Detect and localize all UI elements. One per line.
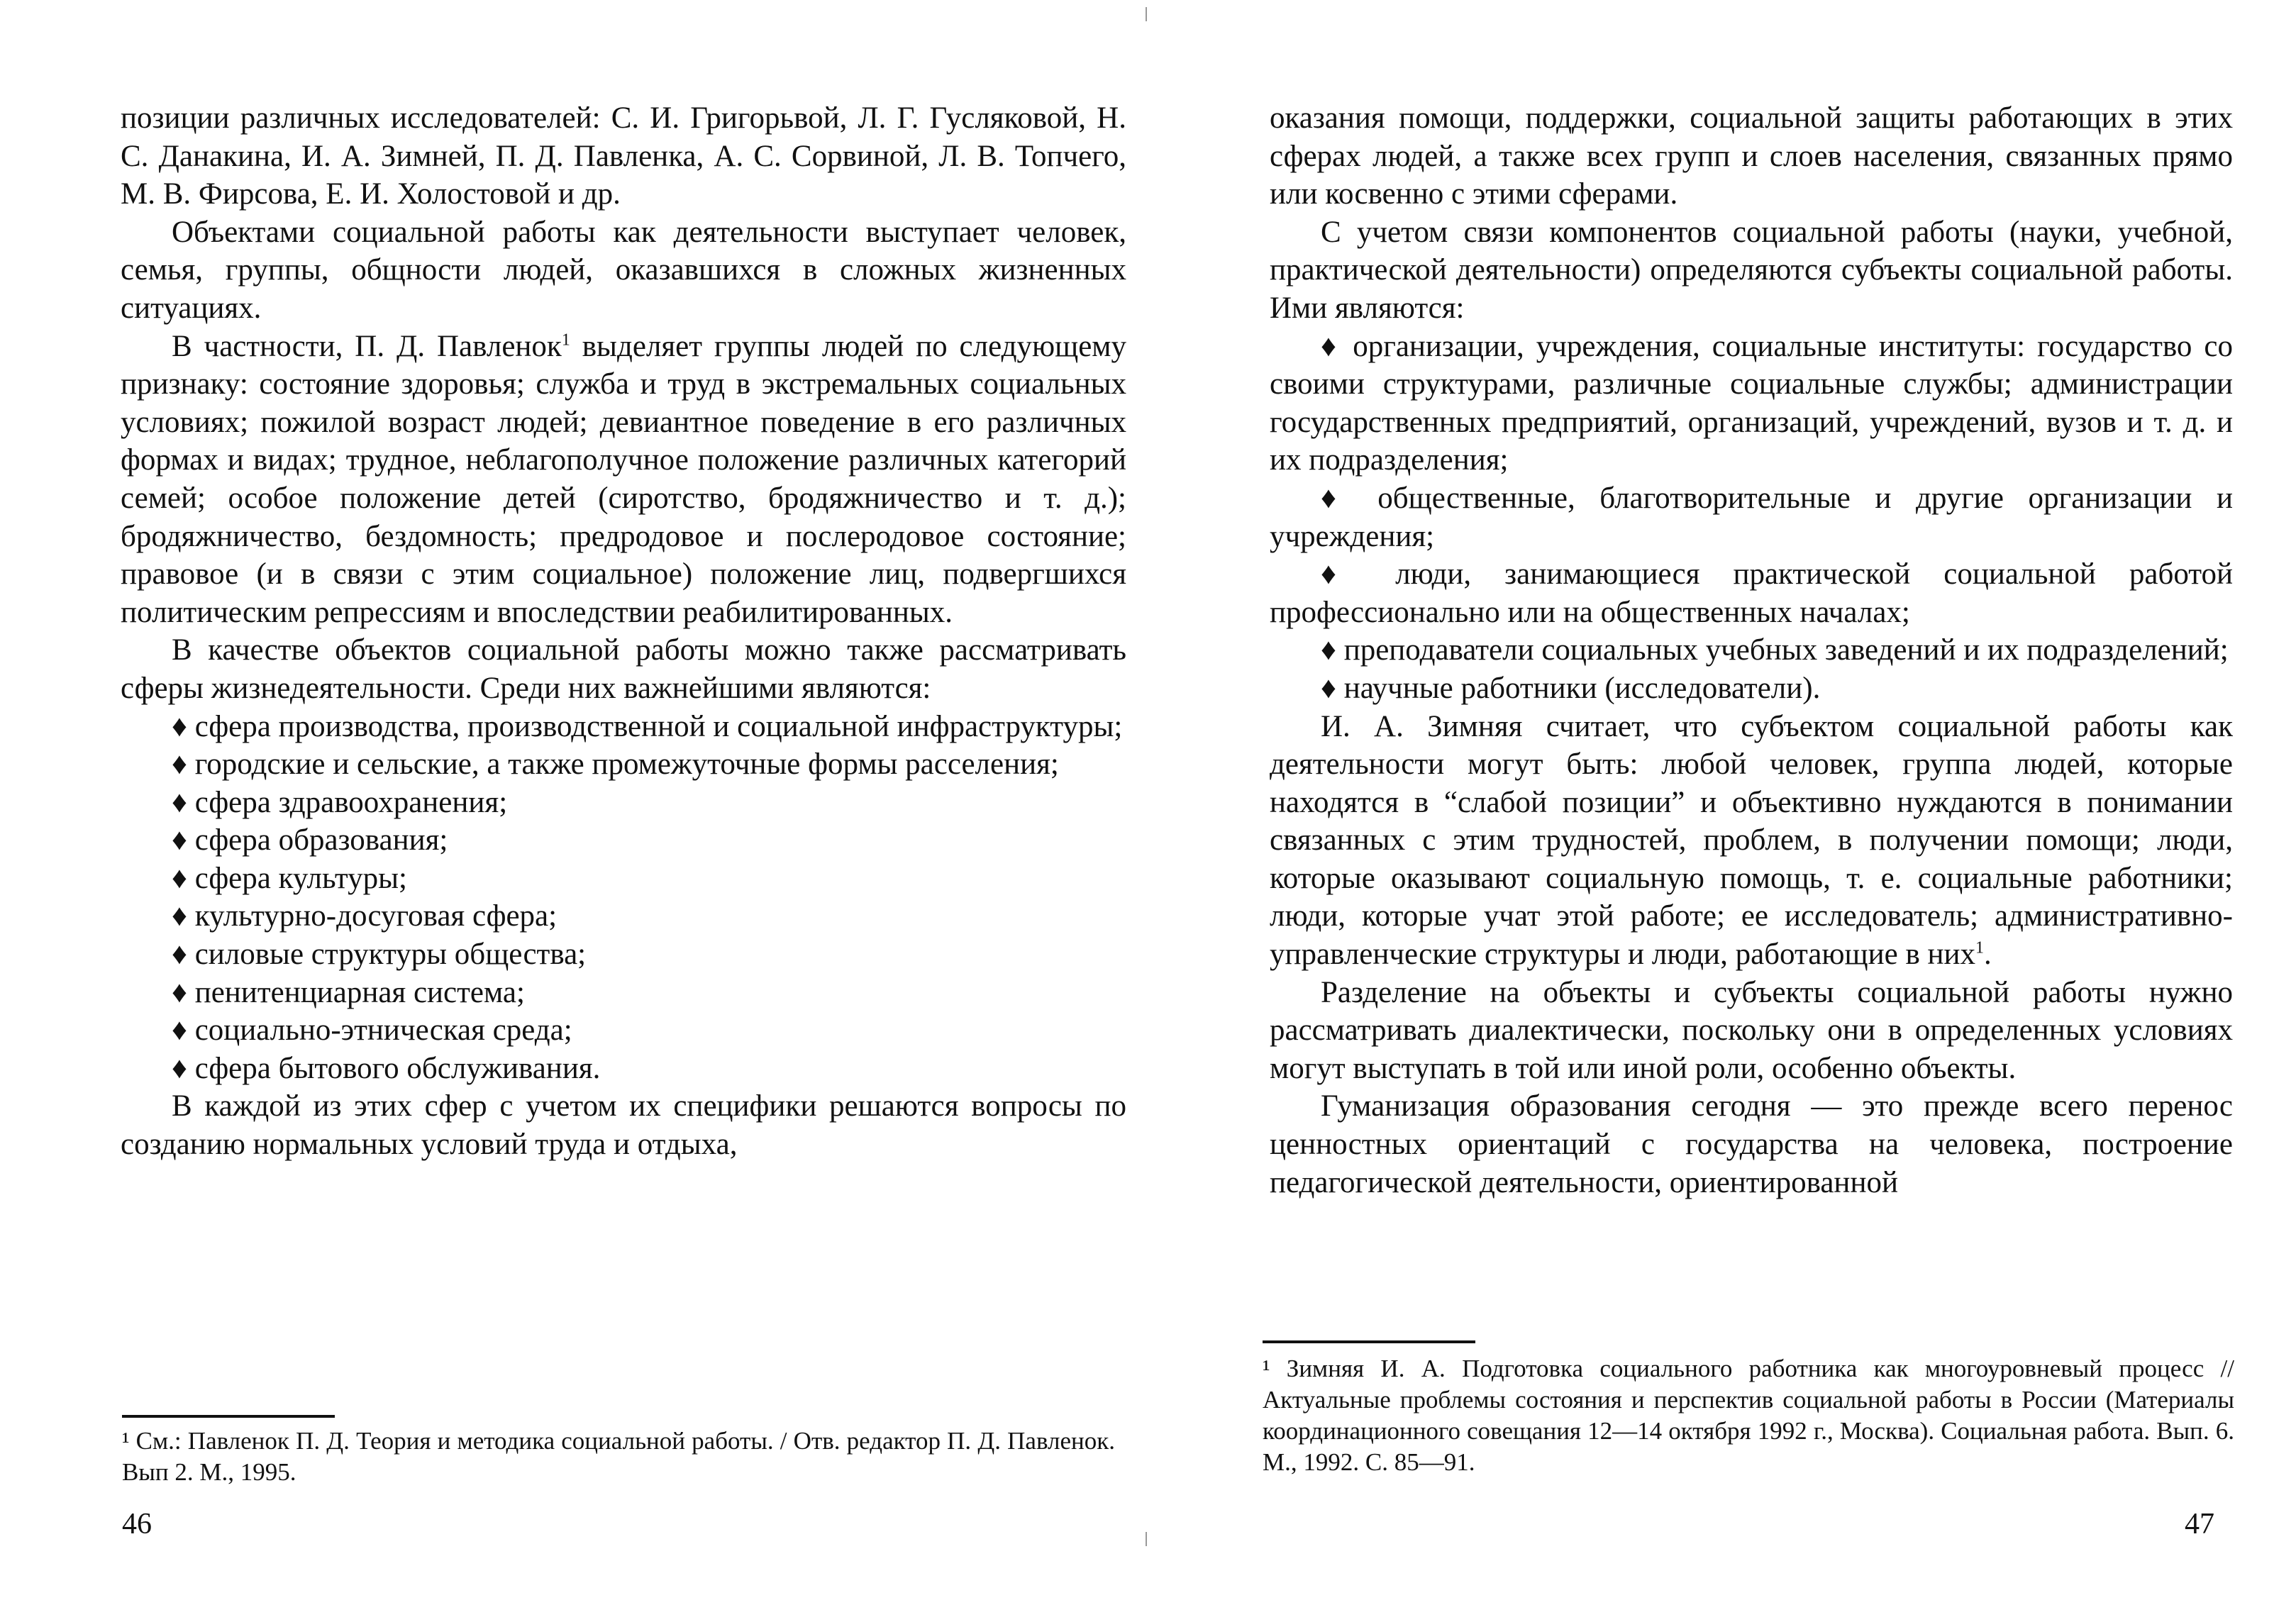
- bullet-item: ♦ сфера производства, производственной и социальной инфраструктуры;: [121, 708, 1126, 746]
- bullet-item: ♦ сфера здравоохранения;: [121, 784, 1126, 822]
- bullet-item: ♦ преподаватели социальных учебных заведений и их подразделений;: [1270, 631, 2233, 670]
- page-number: 47: [2185, 1508, 2214, 1540]
- gutter-mark: [1146, 1532, 1147, 1546]
- paragraph: Объектами социальной работы как деятельности выступает человек, семья, группы, общности людей, оказавшихся в сложных жизненных ситуациях.: [121, 215, 1126, 325]
- paragraph-text: И. А. Зимняя считает, что субъектом социальной работы как деятельности могут быть: любой человек, группа людей, которые находятся в “слабой позиции” и объективно нуждаются в понимании связанных с этим трудностей, проблем, в получении помощи; люди, которые оказывают социальную помощь, т. е. социальные работники; люди, которые учат этой работе; ее исследователь; административно-управленческие структуры и люди, работающие в них: [1270, 709, 2233, 972]
- bullet-item: ♦ городские и сельские, а также промежуточные формы расселения;: [121, 745, 1126, 784]
- paragraph-text: .: [1984, 938, 1992, 972]
- bullet-item: ♦ сфера культуры;: [121, 860, 1126, 898]
- bullet-item: ♦ научные работники (исследователи).: [1270, 670, 2233, 708]
- paragraph: позиции различных исследователей: С. И. Григорьвой, Л. Г. Гусляковой, Н. С. Данакина, И. А. Зимней, П. Д. Павленка, А. С. Сорвиной, Л. В. Топчего, М. В. Фирсова, Е. И. Холостовой и др.: [121, 101, 1126, 211]
- bullet-item: ♦ сфера образования;: [121, 821, 1126, 860]
- paragraph: Разделение на объекты и субъекты социальной работы нужно рассматривать диалектически, поскольку они в определенных условиях могут выступать в той или иной роли, особенно объекты.: [1270, 975, 2233, 1085]
- footnote-ref[interactable]: 1: [1975, 938, 1985, 957]
- bullet-item: ♦ люди, занимающиеся практической социальной работой профессионально или на общественных началах;: [1270, 555, 2233, 631]
- left-page-body: [121, 99, 1126, 1164]
- footnote-rule: [122, 1415, 335, 1418]
- paragraph: С учетом связи компонентов социальной работы (науки, учебной, практической деятельности) определяются субъекты социальной работы. Ими являются:: [1270, 215, 2233, 325]
- bullet-item: ♦ общественные, благотворительные и другие организации и учреждения;: [1270, 479, 2233, 555]
- footnote-text: ¹ Зимняя И. А. Подготовка социального работника как многоуровневый процесс // Актуальные проблемы состояния и перспектив социальной работы в России (Материалы координационного совещания 12—14 октября 1992 г., Москва). Социальная работа. Вып. 6. М., 1992. С. 85—91.: [1263, 1355, 2234, 1476]
- bullet-item: ♦ пенитенциарная система;: [121, 974, 1126, 1012]
- bullet-item: ♦ силовые структуры общества;: [121, 935, 1126, 974]
- paragraph: В каждой из этих сфер с учетом их специфики решаются вопросы по созданию нормальных условий труда и отдыха,: [121, 1089, 1126, 1162]
- paragraph: [1270, 708, 2233, 974]
- paragraph: [121, 328, 1126, 632]
- gutter-mark: [1146, 7, 1147, 21]
- paragraph: оказания помощи, поддержки, социальной защиты работающих в этих сферах людей, а также всех групп и слоев населения, связанных прямо или косвенно с этими сферами.: [1270, 101, 2233, 211]
- footnote-ref[interactable]: 1: [561, 331, 570, 350]
- bullet-item: ♦ организации, учреждения, социальные институты: государство со своими структурами, различные социальные службы; администрации государственных предприятий, организаций, учреждений, вузов и т. д. и их подразделения;: [1270, 328, 2233, 479]
- footnote-text: ¹ См.: Павленок П. Д. Теория и методика социальной работы. / Отв. редактор П. Д. Павленок. Вып 2. М., 1995.: [122, 1427, 1115, 1486]
- page-number: 46: [122, 1508, 152, 1540]
- bullet-item: ♦ культурно-досуговая сфера;: [121, 897, 1126, 935]
- footnote-rule: [1263, 1340, 1475, 1343]
- footnote: [122, 1426, 1115, 1488]
- paragraph-text: В частности, П. Д. Павленок: [172, 329, 562, 363]
- bullet-item: ♦ сфера бытового обслуживания.: [121, 1050, 1126, 1088]
- paragraph: В качестве объектов социальной работы можно также рассматривать сферы жизнедеятельности. Среди них важнейшими являются:: [121, 633, 1126, 705]
- paragraph-text: выделяет группы людей по следующему признаку: состояние здоровья; служба и труд в экстремальных социальных условиях; пожилой возраст людей; девиантное поведение в его различных формах и видах; трудное, неблагополучное положение различных категорий семей; особое положение детей (сиротство, бродяжничество и т. д.); бродяжничество, бездомность; предродовое и послеродовое состояние; правовое (и в связи с этим социальное) положение лиц, подвергшихся политическим репрессиям и впоследствии реабилитированных.: [121, 329, 1126, 629]
- bullet-item: ♦ социально-этническая среда;: [121, 1011, 1126, 1050]
- right-page-body: [1270, 99, 2233, 1201]
- footnote: [1263, 1353, 2234, 1478]
- paragraph: Гуманизация образования сегодня — это прежде всего перенос ценностных ориентаций с государства на человека, построение педагогической деятельности, ориентированной: [1270, 1089, 2233, 1199]
